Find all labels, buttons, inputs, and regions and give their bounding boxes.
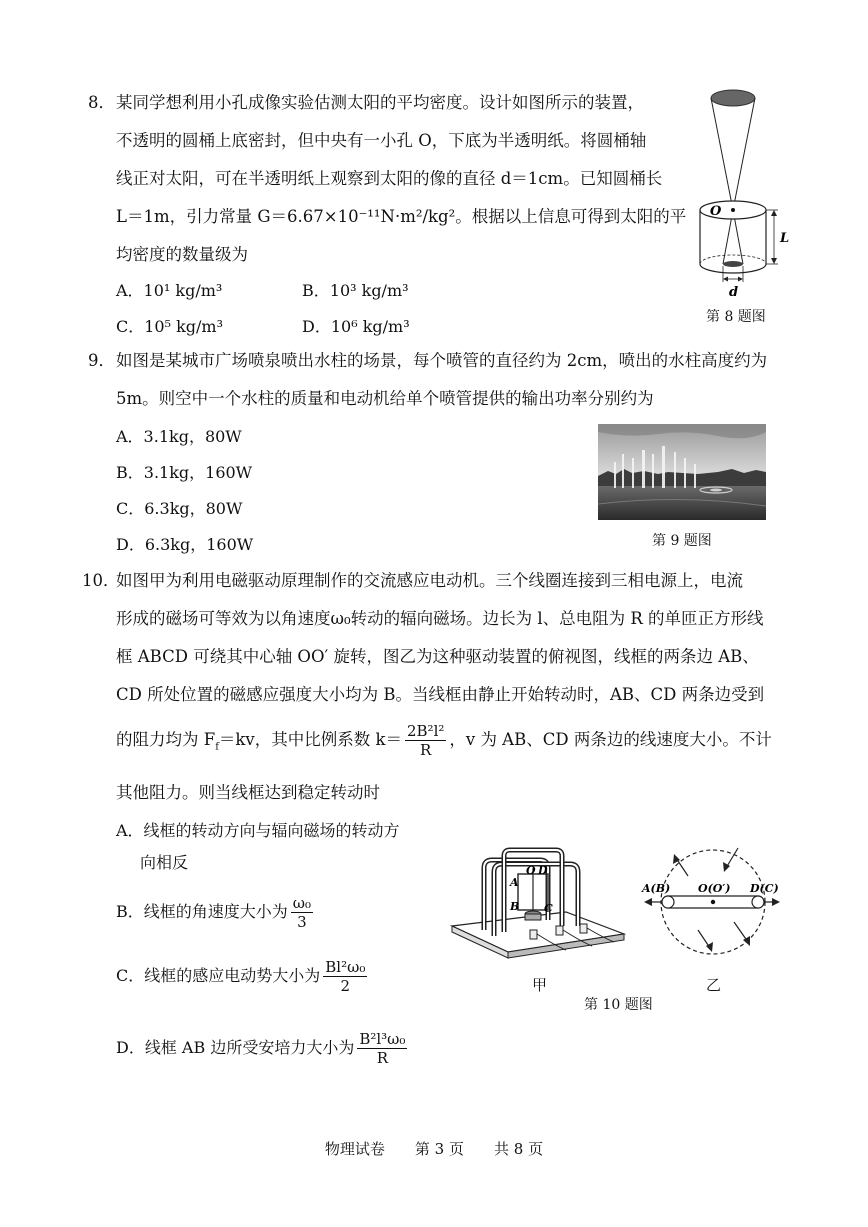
q10-option-d-fraction [357, 1030, 407, 1067]
q10-option-c-denominator: 2 [340, 977, 351, 995]
q10-line-1: 如图甲为利用电磁驱动原理制作的交流感应电动机。三个线圈连接到三相电源上，电流 [116, 571, 743, 590]
q8-line-3: 线正对太阳，可在半透明纸上观察到太阳的像的直径 d＝1cm。已知圆桶长 [116, 169, 663, 188]
q9-option-b[interactable]: B．3.1kg，160W [116, 463, 253, 482]
q10-number: 10． [82, 571, 120, 590]
q8-option-b[interactable]: B．10³ kg/m³ [302, 281, 409, 300]
q10-line-6: 其他阻力。则当线框达到稳定转动时 [116, 783, 380, 802]
q9-fountain-photo [598, 424, 766, 520]
q10-option-b-denominator: 3 [297, 913, 307, 931]
q10-option-a-cont[interactable]: 向相反 [140, 853, 189, 872]
q10-line-4: CD 所处位置的磁感应强度大小均为 B。当线框由静止开始转动时，AB、CD 两条边受到 [116, 685, 765, 704]
q10-option-c-text: C．线框的感应电动势大小为 [116, 966, 321, 985]
q10-line-5-post: ，v 为 AB、CD 两条边的线速度大小。不计 [449, 730, 772, 749]
q10-fig-label-c: C [544, 902, 553, 915]
q10-option-b-text: B．线框的角速度大小为 [116, 902, 288, 921]
q9-option-d[interactable]: D．6.3kg，160W [116, 535, 254, 554]
q8-number: 8． [88, 93, 115, 112]
q10-fig-label-o: O [526, 864, 536, 877]
q10-option-d-numerator: B²l³ω₀ [359, 1030, 406, 1048]
q10-fig-label-oo: O(O′) [698, 882, 731, 895]
q10-fig-label-b: B [510, 900, 520, 913]
q10-fig-label-a: A [510, 876, 519, 889]
q10-line-3: 框 ABCD 可绕其中心轴 OO′ 旋转，图乙为这种驱动装置的俯视图，线框的两条边 AB、 [116, 647, 759, 666]
q10-option-d-text: D．线框 AB 边所受安培力大小为 [116, 1038, 355, 1057]
q8-figure-caption: 第 8 题图 [706, 309, 766, 325]
q9-line-2: 5m。则空中一个水柱的质量和电动机给单个喷管提供的输出功率分别约为 [116, 389, 654, 408]
q10-option-b[interactable] [116, 890, 316, 934]
q10-option-b-fraction [291, 894, 313, 931]
q10-option-a[interactable]: A．线框的转动方向与辐向磁场的转动方 [116, 821, 400, 840]
q9-option-c[interactable]: C．6.3kg，80W [116, 499, 243, 518]
q8-fig-label-o: O [710, 204, 722, 219]
q10-k-fraction [405, 722, 446, 759]
q10-fig-label-d: D [538, 864, 548, 877]
q10-option-d-denominator: R [376, 1049, 389, 1067]
q10-figure-caption: 第 10 题图 [584, 997, 653, 1013]
q10-option-d[interactable] [116, 1026, 410, 1070]
q10-option-b-numerator: ω₀ [292, 894, 312, 912]
q8-option-d[interactable]: D．10⁶ kg/m³ [302, 317, 410, 336]
q10-top-view-figure [640, 838, 782, 972]
q8-line-1: 某同学想利用小孔成像实验估测太阳的平均密度。设计如图所示的装置， [116, 93, 644, 112]
q8-fig-label-d: d [729, 285, 739, 300]
q10-option-c-fraction [323, 958, 367, 995]
q10-fig-label-dc: D(C) [750, 882, 779, 895]
q10-k-numerator: 2B²l² [406, 722, 445, 740]
q10-option-c-numerator: Bl²ω₀ [325, 958, 366, 976]
q10-line-5-sub: f [215, 741, 219, 753]
q9-figure-caption: 第 9 题图 [652, 533, 712, 549]
q10-label-yi: 乙 [706, 976, 722, 994]
q10-line-2: 形成的磁场可等效为以角速度ω₀转动的辐向磁场。边长为 l、总电阻为 R 的单匝正方形线 [116, 609, 764, 628]
q8-option-c[interactable]: C．10⁵ kg/m³ [116, 317, 224, 336]
q8-line-5: 均密度的数量级为 [116, 245, 248, 264]
q9-option-a[interactable]: A．3.1kg，80W [116, 427, 242, 446]
q10-line-5-pre: 的阻力均为 F [116, 730, 216, 749]
q9-number: 9． [88, 351, 115, 370]
page-footer: 物理试卷 第 3 页 共 8 页 [324, 1140, 544, 1158]
q10-label-jia: 甲 [532, 976, 548, 994]
q10-line-5 [116, 718, 772, 769]
q9-line-1: 如图是某城市广场喷泉喷出水柱的场景，每个喷管的直径约为 2cm，喷出的水柱高度约为 [116, 351, 768, 370]
q10-k-denominator: R [420, 741, 432, 759]
q8-line-2: 不透明的圆桶上底密封，但中央有一小孔 O，下底为半透明纸。将圆桶轴 [116, 131, 647, 150]
q10-fig-label-ab: A(B) [642, 882, 671, 895]
q10-line-5-mid: ＝kv，其中比例系数 k＝ [218, 730, 402, 749]
q8-line-4: L＝1m，引力常量 G＝6.67×10⁻¹¹N·m²/kg²。根据以上信息可得到太阳的平 [116, 207, 687, 226]
q10-motor-apparatus-figure [446, 846, 626, 972]
q8-fig-label-l: L [780, 231, 790, 246]
q8-option-a[interactable]: A．10¹ kg/m³ [116, 281, 223, 300]
q10-option-c[interactable] [116, 954, 370, 998]
q8-pinhole-cylinder-figure [690, 86, 800, 300]
